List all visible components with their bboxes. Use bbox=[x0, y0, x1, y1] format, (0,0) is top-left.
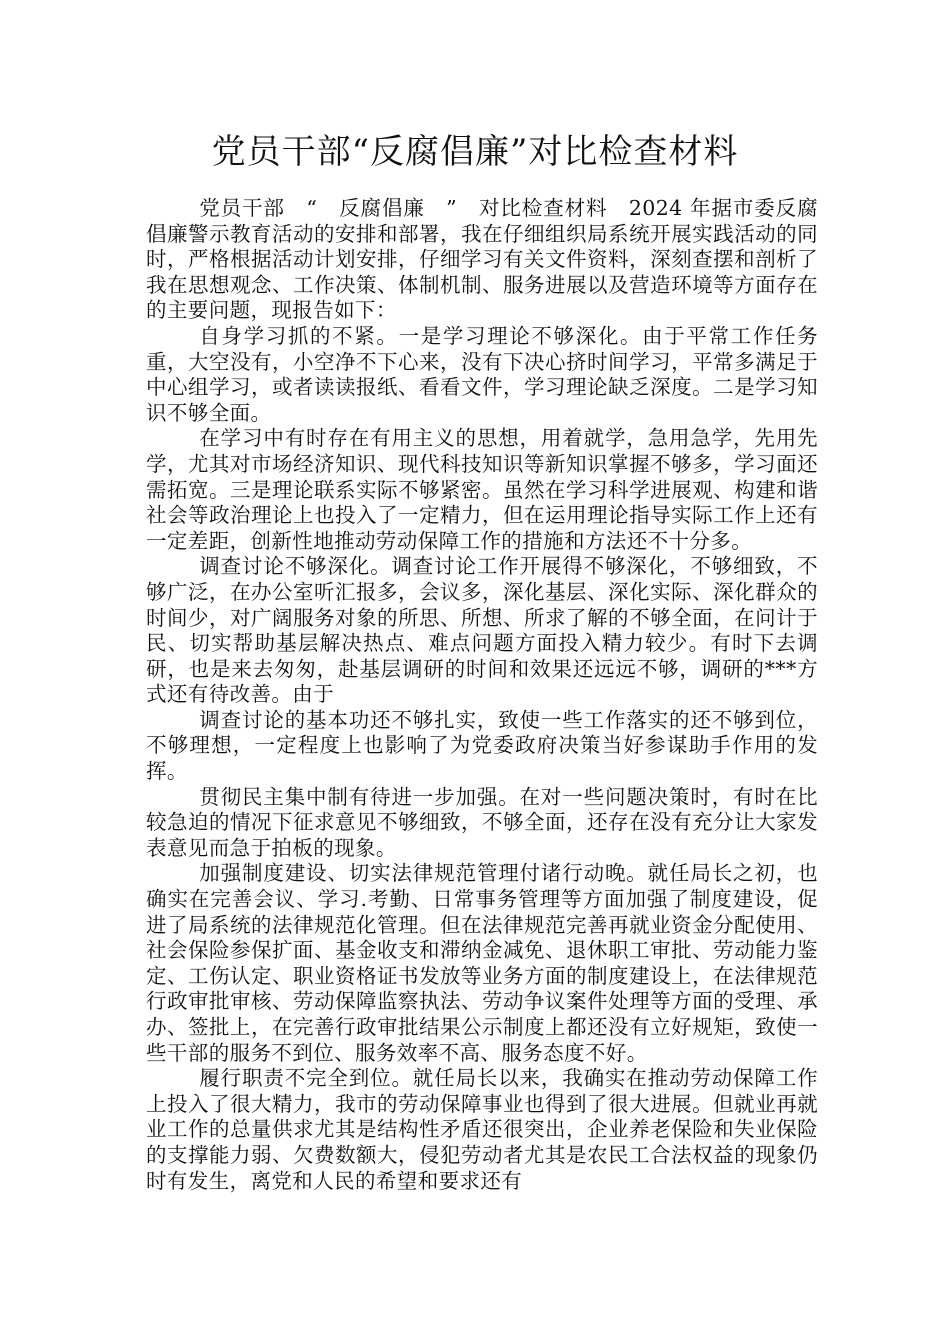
paragraph-research-continued: 调查讨论的基本功还不够扎实，致使一些工作落实的还不够到位，不够理想，一定程度上也影响了为党委政府决策当好参谋助手作用的发挥。 bbox=[146, 707, 818, 784]
paragraph-research: 调查讨论不够深化。调查讨论工作开展得不够深化，不够细致，不够广泛，在办公室听汇报多，会议多，深化基层、深化实际、深化群众的时间少，对广阔服务对象的所思、所想、所求了解的不够全面，在问计于民、切实帮助基层解决热点、难点问题方面投入精力较少。有时下去调研，也是来去匆匆，赴基层调研的时间和效果还远远不够，调研的***方式还有待改善。由于 bbox=[146, 554, 818, 707]
document-title: 党员干部“反腐倡廉”对比检查材料 bbox=[211, 132, 739, 172]
paragraph-democratic-centralism: 贯彻民主集中制有待进一步加强。在对一些问题决策时，有时在比较急迫的情况下征求意见不够细致，不够全面，还存在没有充分让大家发表意见而急于拍板的现象。 bbox=[146, 784, 818, 860]
paragraph-study: 自身学习抓的不紧。一是学习理论不够深化。由于平常工作任务重，大空没有，小空净不下心来，没有下决心挤时间学习，平常多满足于中心组学习，或者读读报纸、看看文件，学习理论缺乏深度。二是学习知识不够全面。 bbox=[146, 323, 818, 425]
paragraph-intro: 党员干部 “ 反腐倡廉 ” 对比检查材料 2024 年据市委反腐倡廉警示教育活动的安排和部署，我在仔细组织局系统开展实践活动的同时，严格根据活动计划安排，仔细学习有关文件资料，深刻查摆和剖析了我在思想观念、工作决策、体制机制、服务进展以及营造环境等方面存在的主要问题，现报告如下： bbox=[146, 196, 818, 323]
paragraph-duties: 履行职责不完全到位。就任局长以来，我确实在推动劳动保障工作上投入了很大精力，我市的劳动保障事业也得到了很大进展。但就业再就业工作的总量供求尤其是结构性矛盾还很突出，企业养老保险和失业保险的支撑能力弱、欠费数额大，侵犯劳动者尤其是农民工合法权益的现象仍时有发生，离党和人民的希望和要求还有 bbox=[146, 1066, 818, 1193]
paragraph-study-continued: 在学习中有时存在有用主义的思想，用着就学，急用急学，先用先学，尤其对市场经济知识、现代科技知识等新知识掌握不够多，学习面还需拓宽。三是理论联系实际不够紧密。虽然在学习科学进展观、构建和谐社会等政治理论上也投入了一定精力，但在运用理论指导实际工作上还有一定差距，创新性地推动劳动保障工作的措施和方法还不十分多。 bbox=[146, 426, 818, 553]
document-body bbox=[146, 196, 818, 1194]
paragraph-system-building: 加强制度建设、切实法律规范管理付诸行动晚。就任局长之初，也确实在完善会议、学习.考勤、日常事务管理等方面加强了制度建设，促进了局系统的法律规范化管理。但在法律规范完善再就业资金分配使用、社会保险参保扩面、基金收支和滞纳金减免、退休职工审批、劳动能力鉴定、工伤认定、职业资格证书发放等业务方面的制度建设上，在法律规范行政审批审核、劳动保障监察执法、劳动争议案件处理等方面的受理、承办、签批上，在完善行政审批结果公示制度上都还没有立好规矩，致使一些干部的服务不到位、服务效率不高、服务态度不好。 bbox=[146, 861, 818, 1065]
